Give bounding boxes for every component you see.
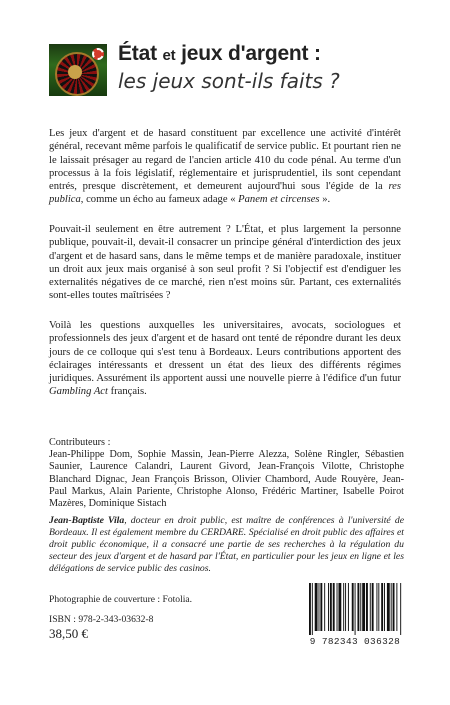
barcode-bar <box>387 583 390 631</box>
roulette-hub <box>68 65 82 79</box>
blurb-paragraph-1: Les jeux d'argent et de hasard constituent par excellence une activité d'intérêt général, recevant même parfois le qualificatif de service public. Et pourtant rien ne le laissait présager au regard de l'ancien article 410 du code pénal. Au terme d'un processus à la fois législatif, réglementaire et jurisprudentiel, ils sont cependant entrés, presque discrètement, et demeurent aujourd'hui sous l'égide de la res publica, comme un écho au fameux adage « Panem et circenses ». <box>49 128 401 206</box>
barcode-bar <box>328 583 329 631</box>
isbn: ISBN : 978-2-343-03632-8 <box>49 614 154 625</box>
barcode-bar <box>376 583 377 631</box>
barcode-bar <box>400 583 401 635</box>
barcode-bar <box>355 583 356 635</box>
barcode-bar <box>362 583 365 631</box>
contributors-label: Contributeurs : <box>49 437 111 448</box>
barcode-bar <box>370 583 371 631</box>
barcode-bar <box>319 583 320 631</box>
barcode-bar <box>393 583 395 631</box>
barcode-number: 9 782343 036328 <box>309 636 401 647</box>
barcode <box>306 583 404 651</box>
barcode-bar <box>309 583 311 635</box>
barcode-bar <box>315 583 318 631</box>
barcode-bar <box>345 583 346 631</box>
barcode-bar <box>360 583 361 631</box>
barcode-bar <box>324 583 325 631</box>
barcode-bar <box>320 583 322 631</box>
barcode-bar <box>372 583 374 631</box>
roulette-photo <box>49 44 107 96</box>
barcode-bar <box>366 583 368 631</box>
barcode-bar <box>384 583 385 631</box>
contributors-list: Jean-Philippe Dom, Sophie Massin, Jean-Pierre Alezza, Solène Ringler, Sébastien Saunier, Laurence Calandri, Laurent Givord, Jean-François Vilotte, Christophe Blanchard Dignac, Jean François Brisson, Olivier Chambord, Aude Rouyère, Jean-Paul Markus, Alain Pariente, Christophe Alonso, Frédéric Martiner, Isabelle Poirot Mazères, Dominique Sistach <box>49 449 404 510</box>
photo-credit: Photographie de couverture : Fotolia. <box>49 594 193 605</box>
blurb-paragraph-3: Voilà les questions auxquelles les universitaires, avocats, sociologues et professionnels des jeux d'argent et de hasard ont tenté de répondre durant les deux jours de ce colloque qui s'est tenu à Bordeaux. Leurs contributions apportent des éclairages intéressants et dressent un état des lieux des différents régimes juridiques. Assurément ils apportent aussi une nouvelle pierre à l'édifice d'un futur Gambling Act français. <box>49 320 401 398</box>
barcode-bar <box>352 583 354 631</box>
barcode-bar <box>343 583 344 631</box>
casino-chip-icon <box>92 48 104 60</box>
barcode-bar <box>330 583 332 631</box>
barcode-bar <box>312 583 313 635</box>
blurb-paragraph-2: Pouvait-il seulement en être autrement ? L'État, et plus largement la personne publique, pouvait-il, devait-il consacrer un principe général d'interdiction des jeux d'argent et de hasard sans, dans le même temps et de manière paradoxale, instituer un droit aux jeux mais organisé à son seul profit ? Si l'objectif est d'endiguer les externalités négatives de ce marché, rien n'est moins sûr. Partant, ces externalités sont-elles toutes maîtrisées ? <box>49 224 401 302</box>
barcode-bar <box>333 583 335 631</box>
book-title: État et jeux d'argent : <box>118 42 321 65</box>
barcode-bar <box>381 583 383 631</box>
author-bio: Jean-Baptiste Vila, docteur en droit public, est maître de conférences à l'université de Bordeaux. Il est également membre du CERDARE. Spécialisé en droit public des affaires et droit public économique, il a consacré une partie de ses recherches à la régulation du secteur des jeux d'argent et de hasard par l'État, en particulier pour les jeux en ligne et les délégations de service public des casinos. <box>49 515 404 575</box>
barcode-bar <box>337 583 338 631</box>
barcode-bar <box>338 583 341 631</box>
barcode-bar <box>357 583 359 631</box>
barcode-bars <box>306 583 404 635</box>
barcode-bar <box>378 583 379 631</box>
price: 38,50 € <box>49 626 88 641</box>
author-name: Jean-Baptiste Vila <box>49 515 125 526</box>
barcode-bar <box>396 583 397 631</box>
book-subtitle: les jeux sont-ils faits ? <box>118 69 340 93</box>
barcode-bar <box>391 583 392 631</box>
barcode-bar <box>348 583 349 631</box>
